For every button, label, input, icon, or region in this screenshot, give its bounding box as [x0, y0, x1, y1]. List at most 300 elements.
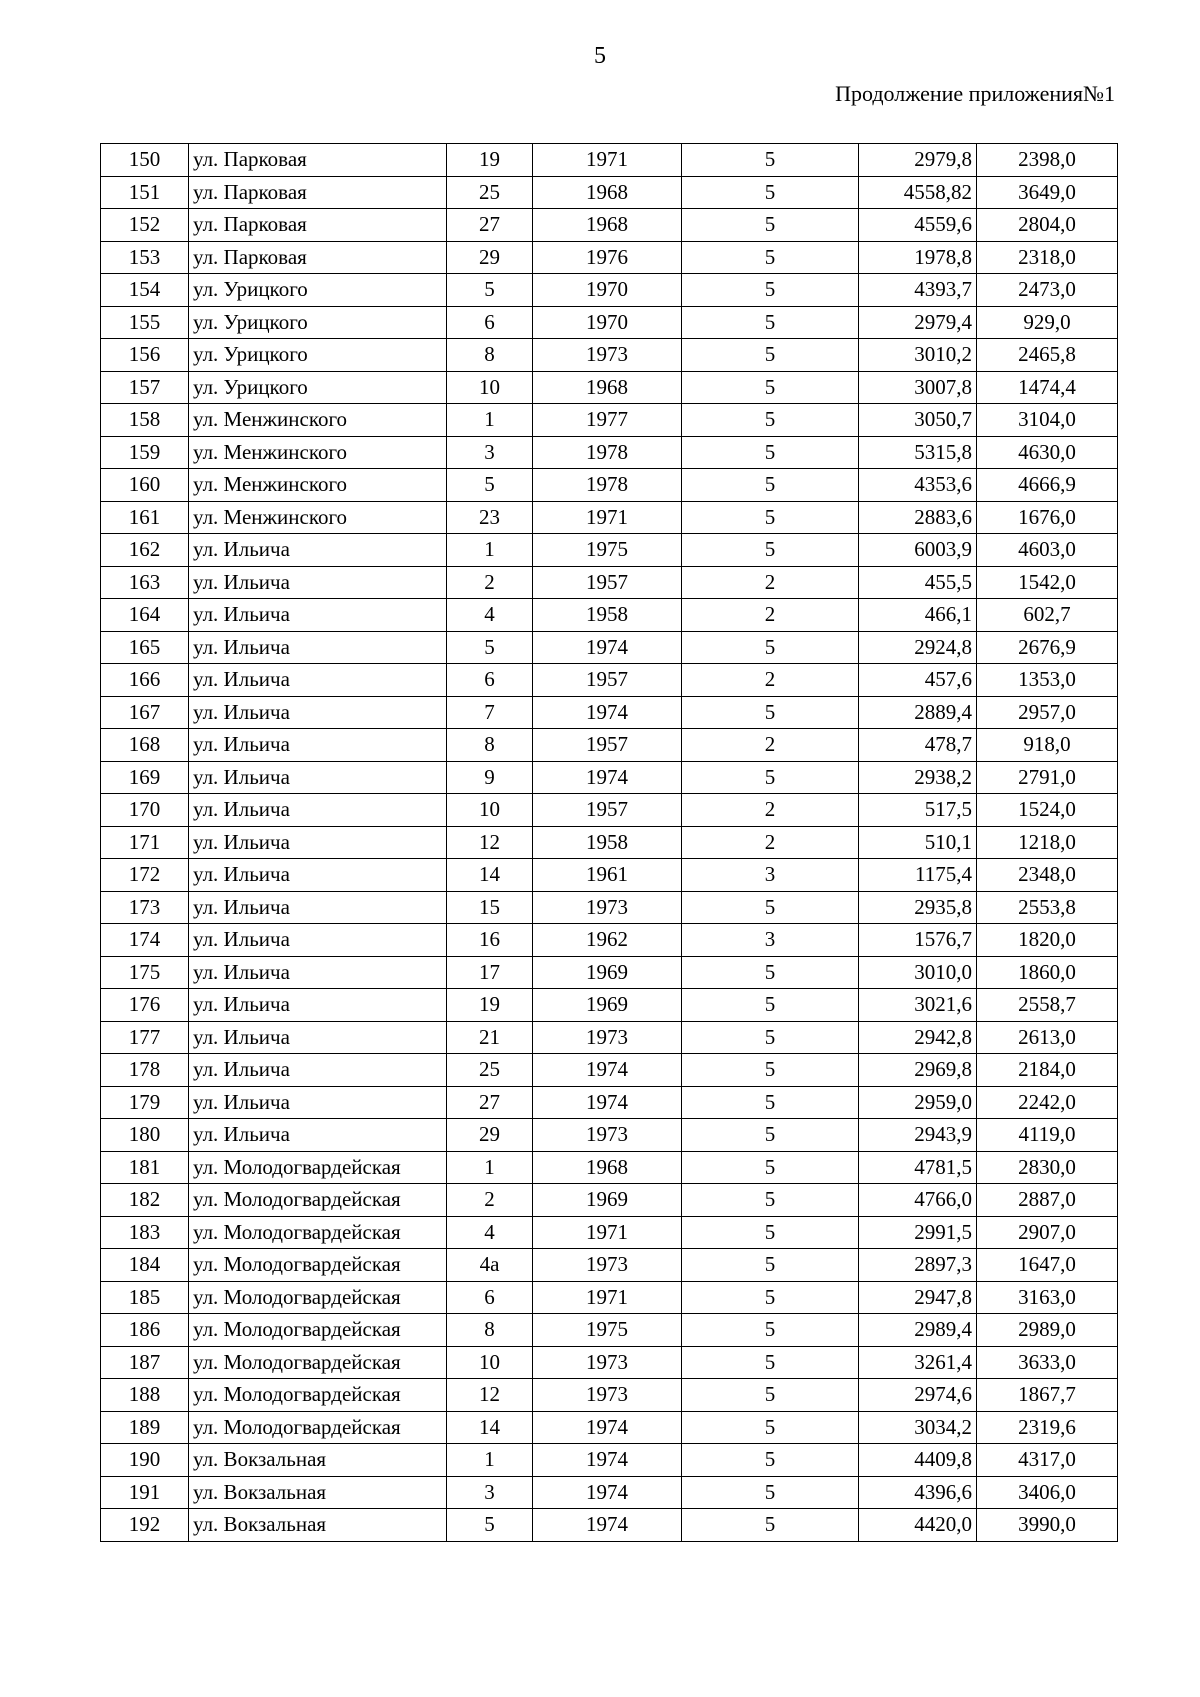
street-cell: ул. Ильича: [189, 566, 447, 599]
total-area-cell: 2947,8: [859, 1281, 977, 1314]
floors-cell: 5: [682, 534, 859, 567]
year-built-cell: 1957: [533, 794, 682, 827]
row-number-cell: 168: [101, 729, 189, 762]
total-area-cell: 2897,3: [859, 1249, 977, 1282]
year-built-cell: 1974: [533, 1509, 682, 1542]
house-number-cell: 29: [447, 1119, 533, 1152]
row-number-cell: 188: [101, 1379, 189, 1412]
second-area-cell: 4603,0: [977, 534, 1118, 567]
row-number-cell: 161: [101, 501, 189, 534]
total-area-cell: 517,5: [859, 794, 977, 827]
row-number-cell: 159: [101, 436, 189, 469]
total-area-cell: 3021,6: [859, 989, 977, 1022]
year-built-cell: 1968: [533, 176, 682, 209]
total-area-cell: 3261,4: [859, 1346, 977, 1379]
total-area-cell: 4766,0: [859, 1184, 977, 1217]
table-row: [101, 1509, 1118, 1542]
row-number-cell: 187: [101, 1346, 189, 1379]
floors-cell: 5: [682, 1314, 859, 1347]
house-number-cell: 14: [447, 859, 533, 892]
table-row: [101, 1249, 1118, 1282]
table-row: [101, 826, 1118, 859]
street-cell: ул. Ильича: [189, 729, 447, 762]
table-row: [101, 1411, 1118, 1444]
table-row: [101, 241, 1118, 274]
second-area-cell: 2242,0: [977, 1086, 1118, 1119]
table-row: [101, 501, 1118, 534]
floors-cell: 2: [682, 794, 859, 827]
table-row: [101, 306, 1118, 339]
year-built-cell: 1978: [533, 436, 682, 469]
floors-cell: 5: [682, 404, 859, 437]
floors-cell: 5: [682, 1411, 859, 1444]
floors-cell: 5: [682, 469, 859, 502]
floors-cell: 2: [682, 664, 859, 697]
total-area-cell: 4409,8: [859, 1444, 977, 1477]
total-area-cell: 2942,8: [859, 1021, 977, 1054]
total-area-cell: 3010,0: [859, 956, 977, 989]
page-number: 5: [594, 43, 606, 69]
house-number-cell: 5: [447, 274, 533, 307]
floors-cell: 3: [682, 859, 859, 892]
table-row: [101, 1086, 1118, 1119]
table-row: [101, 859, 1118, 892]
house-number-cell: 16: [447, 924, 533, 957]
street-cell: ул. Ильича: [189, 859, 447, 892]
table-row: [101, 924, 1118, 957]
total-area-cell: 2974,6: [859, 1379, 977, 1412]
street-cell: ул. Ильича: [189, 599, 447, 632]
street-cell: ул. Урицкого: [189, 339, 447, 372]
year-built-cell: 1958: [533, 826, 682, 859]
table-row: [101, 761, 1118, 794]
street-cell: ул. Ильича: [189, 891, 447, 924]
street-cell: ул. Ильича: [189, 631, 447, 664]
street-cell: ул. Парковая: [189, 176, 447, 209]
row-number-cell: 162: [101, 534, 189, 567]
street-cell: ул. Ильича: [189, 696, 447, 729]
year-built-cell: 1957: [533, 664, 682, 697]
year-built-cell: 1978: [533, 469, 682, 502]
house-number-cell: 2: [447, 1184, 533, 1217]
table-row: [101, 989, 1118, 1022]
floors-cell: 3: [682, 924, 859, 957]
row-number-cell: 171: [101, 826, 189, 859]
row-number-cell: 150: [101, 144, 189, 177]
total-area-cell: 4558,82: [859, 176, 977, 209]
row-number-cell: 176: [101, 989, 189, 1022]
house-number-cell: 19: [447, 989, 533, 1022]
year-built-cell: 1973: [533, 891, 682, 924]
second-area-cell: 1474,4: [977, 371, 1118, 404]
house-number-cell: 12: [447, 1379, 533, 1412]
house-number-cell: 12: [447, 826, 533, 859]
year-built-cell: 1973: [533, 1021, 682, 1054]
house-number-cell: 15: [447, 891, 533, 924]
table-row: [101, 1216, 1118, 1249]
house-number-cell: 6: [447, 1281, 533, 1314]
year-built-cell: 1974: [533, 1444, 682, 1477]
house-number-cell: 4: [447, 599, 533, 632]
house-number-cell: 23: [447, 501, 533, 534]
second-area-cell: 3406,0: [977, 1476, 1118, 1509]
house-number-cell: 27: [447, 1086, 533, 1119]
floors-cell: 2: [682, 826, 859, 859]
second-area-cell: 929,0: [977, 306, 1118, 339]
total-area-cell: 1175,4: [859, 859, 977, 892]
table-row: [101, 631, 1118, 664]
house-number-cell: 17: [447, 956, 533, 989]
street-cell: ул. Ильича: [189, 924, 447, 957]
row-number-cell: 173: [101, 891, 189, 924]
row-number-cell: 154: [101, 274, 189, 307]
house-number-cell: 3: [447, 436, 533, 469]
table-row: [101, 1119, 1118, 1152]
year-built-cell: 1968: [533, 209, 682, 242]
table-row: [101, 1444, 1118, 1477]
continuation-heading: Продолжение приложения№1: [835, 81, 1115, 106]
street-cell: ул. Парковая: [189, 144, 447, 177]
table-row: [101, 534, 1118, 567]
row-number-cell: 177: [101, 1021, 189, 1054]
floors-cell: 5: [682, 1476, 859, 1509]
row-number-cell: 185: [101, 1281, 189, 1314]
total-area-cell: 2938,2: [859, 761, 977, 794]
second-area-cell: 2465,8: [977, 339, 1118, 372]
row-number-cell: 189: [101, 1411, 189, 1444]
house-number-cell: 2: [447, 566, 533, 599]
total-area-cell: 4420,0: [859, 1509, 977, 1542]
second-area-cell: 2319,6: [977, 1411, 1118, 1444]
second-area-cell: 1542,0: [977, 566, 1118, 599]
row-number-cell: 169: [101, 761, 189, 794]
floors-cell: 5: [682, 989, 859, 1022]
house-number-cell: 21: [447, 1021, 533, 1054]
floors-cell: 5: [682, 1444, 859, 1477]
row-number-cell: 190: [101, 1444, 189, 1477]
second-area-cell: 1218,0: [977, 826, 1118, 859]
second-area-cell: 3649,0: [977, 176, 1118, 209]
row-number-cell: 182: [101, 1184, 189, 1217]
year-built-cell: 1958: [533, 599, 682, 632]
second-area-cell: 2676,9: [977, 631, 1118, 664]
table-row: [101, 1476, 1118, 1509]
house-number-cell: 25: [447, 1054, 533, 1087]
second-area-cell: 2318,0: [977, 241, 1118, 274]
floors-cell: 5: [682, 501, 859, 534]
street-cell: ул. Вокзальная: [189, 1509, 447, 1542]
total-area-cell: 4393,7: [859, 274, 977, 307]
house-number-cell: 27: [447, 209, 533, 242]
total-area-cell: 3050,7: [859, 404, 977, 437]
house-number-cell: 14: [447, 1411, 533, 1444]
house-number-cell: 10: [447, 371, 533, 404]
floors-cell: 5: [682, 1119, 859, 1152]
table-row: [101, 209, 1118, 242]
total-area-cell: 3010,2: [859, 339, 977, 372]
year-built-cell: 1957: [533, 566, 682, 599]
street-cell: ул. Урицкого: [189, 274, 447, 307]
floors-cell: 5: [682, 696, 859, 729]
year-built-cell: 1969: [533, 1184, 682, 1217]
house-number-cell: 10: [447, 1346, 533, 1379]
total-area-cell: 455,5: [859, 566, 977, 599]
year-built-cell: 1977: [533, 404, 682, 437]
row-number-cell: 183: [101, 1216, 189, 1249]
total-area-cell: 4781,5: [859, 1151, 977, 1184]
house-number-cell: 8: [447, 729, 533, 762]
table-row: [101, 1054, 1118, 1087]
table-row: [101, 339, 1118, 372]
year-built-cell: 1973: [533, 1379, 682, 1412]
second-area-cell: 1647,0: [977, 1249, 1118, 1282]
second-area-cell: 3633,0: [977, 1346, 1118, 1379]
total-area-cell: 510,1: [859, 826, 977, 859]
row-number-cell: 163: [101, 566, 189, 599]
second-area-cell: 2613,0: [977, 1021, 1118, 1054]
total-area-cell: 2969,8: [859, 1054, 977, 1087]
table-row: [101, 566, 1118, 599]
floors-cell: 5: [682, 761, 859, 794]
floors-cell: 5: [682, 1281, 859, 1314]
street-cell: ул. Молодогвардейская: [189, 1346, 447, 1379]
floors-cell: 5: [682, 1509, 859, 1542]
house-number-cell: 19: [447, 144, 533, 177]
row-number-cell: 170: [101, 794, 189, 827]
total-area-cell: 1978,8: [859, 241, 977, 274]
table-row: [101, 1281, 1118, 1314]
table-row: [101, 1184, 1118, 1217]
total-area-cell: 5315,8: [859, 436, 977, 469]
total-area-cell: 2924,8: [859, 631, 977, 664]
floors-cell: 5: [682, 209, 859, 242]
table-row: [101, 1346, 1118, 1379]
total-area-cell: 478,7: [859, 729, 977, 762]
table-row: [101, 469, 1118, 502]
second-area-cell: 1867,7: [977, 1379, 1118, 1412]
second-area-cell: 918,0: [977, 729, 1118, 762]
row-number-cell: 180: [101, 1119, 189, 1152]
total-area-cell: 466,1: [859, 599, 977, 632]
street-cell: ул. Парковая: [189, 241, 447, 274]
table-body: [101, 144, 1118, 1542]
house-number-cell: 25: [447, 176, 533, 209]
year-built-cell: 1974: [533, 1411, 682, 1444]
year-built-cell: 1971: [533, 1216, 682, 1249]
house-number-cell: 8: [447, 339, 533, 372]
street-cell: ул. Молодогвардейская: [189, 1151, 447, 1184]
street-cell: ул. Урицкого: [189, 371, 447, 404]
second-area-cell: 2398,0: [977, 144, 1118, 177]
row-number-cell: 155: [101, 306, 189, 339]
second-area-cell: 2957,0: [977, 696, 1118, 729]
street-cell: ул. Менжинского: [189, 404, 447, 437]
second-area-cell: 2473,0: [977, 274, 1118, 307]
floors-cell: 2: [682, 566, 859, 599]
second-area-cell: 3104,0: [977, 404, 1118, 437]
street-cell: ул. Ильича: [189, 1086, 447, 1119]
total-area-cell: 4353,6: [859, 469, 977, 502]
row-number-cell: 175: [101, 956, 189, 989]
table-row: [101, 1379, 1118, 1412]
year-built-cell: 1974: [533, 1476, 682, 1509]
row-number-cell: 166: [101, 664, 189, 697]
street-cell: ул. Парковая: [189, 209, 447, 242]
house-number-cell: 1: [447, 1151, 533, 1184]
total-area-cell: 4559,6: [859, 209, 977, 242]
street-cell: ул. Ильича: [189, 826, 447, 859]
total-area-cell: 2943,9: [859, 1119, 977, 1152]
table-row: [101, 274, 1118, 307]
second-area-cell: 1860,0: [977, 956, 1118, 989]
table-row: [101, 599, 1118, 632]
table-row: [101, 404, 1118, 437]
street-cell: ул. Ильича: [189, 761, 447, 794]
total-area-cell: 2889,4: [859, 696, 977, 729]
street-cell: ул. Вокзальная: [189, 1476, 447, 1509]
street-cell: ул. Молодогвардейская: [189, 1411, 447, 1444]
row-number-cell: 186: [101, 1314, 189, 1347]
year-built-cell: 1974: [533, 631, 682, 664]
year-built-cell: 1973: [533, 1119, 682, 1152]
second-area-cell: 3990,0: [977, 1509, 1118, 1542]
street-cell: ул. Ильича: [189, 956, 447, 989]
house-number-cell: 3: [447, 1476, 533, 1509]
year-built-cell: 1961: [533, 859, 682, 892]
row-number-cell: 156: [101, 339, 189, 372]
table-row: [101, 891, 1118, 924]
street-cell: ул. Молодогвардейская: [189, 1281, 447, 1314]
house-number-cell: 29: [447, 241, 533, 274]
table-row: [101, 1314, 1118, 1347]
second-area-cell: 2348,0: [977, 859, 1118, 892]
floors-cell: 5: [682, 1151, 859, 1184]
row-number-cell: 151: [101, 176, 189, 209]
street-cell: ул. Ильича: [189, 989, 447, 1022]
floors-cell: 5: [682, 339, 859, 372]
floors-cell: 5: [682, 1021, 859, 1054]
row-number-cell: 167: [101, 696, 189, 729]
house-number-cell: 9: [447, 761, 533, 794]
second-area-cell: 4630,0: [977, 436, 1118, 469]
row-number-cell: 164: [101, 599, 189, 632]
row-number-cell: 192: [101, 1509, 189, 1542]
row-number-cell: 179: [101, 1086, 189, 1119]
second-area-cell: 1820,0: [977, 924, 1118, 957]
row-number-cell: 174: [101, 924, 189, 957]
street-cell: ул. Ильича: [189, 664, 447, 697]
street-cell: ул. Менжинского: [189, 436, 447, 469]
total-area-cell: 2935,8: [859, 891, 977, 924]
second-area-cell: 2830,0: [977, 1151, 1118, 1184]
table-row: [101, 794, 1118, 827]
total-area-cell: 3034,2: [859, 1411, 977, 1444]
year-built-cell: 1969: [533, 956, 682, 989]
year-built-cell: 1973: [533, 339, 682, 372]
street-cell: ул. Урицкого: [189, 306, 447, 339]
street-cell: ул. Молодогвардейская: [189, 1249, 447, 1282]
total-area-cell: 2959,0: [859, 1086, 977, 1119]
floors-cell: 5: [682, 1184, 859, 1217]
second-area-cell: 4317,0: [977, 1444, 1118, 1477]
floors-cell: 5: [682, 371, 859, 404]
floors-cell: 2: [682, 729, 859, 762]
second-area-cell: 2989,0: [977, 1314, 1118, 1347]
year-built-cell: 1970: [533, 306, 682, 339]
second-area-cell: 4666,9: [977, 469, 1118, 502]
row-number-cell: 152: [101, 209, 189, 242]
house-number-cell: 6: [447, 664, 533, 697]
street-cell: ул. Молодогвардейская: [189, 1216, 447, 1249]
year-built-cell: 1957: [533, 729, 682, 762]
total-area-cell: 2989,4: [859, 1314, 977, 1347]
housing-registry-table: [100, 143, 1118, 1542]
floors-cell: 5: [682, 241, 859, 274]
street-cell: ул. Ильича: [189, 1054, 447, 1087]
total-area-cell: 457,6: [859, 664, 977, 697]
year-built-cell: 1968: [533, 371, 682, 404]
second-area-cell: 1353,0: [977, 664, 1118, 697]
year-built-cell: 1971: [533, 144, 682, 177]
floors-cell: 5: [682, 1346, 859, 1379]
street-cell: ул. Вокзальная: [189, 1444, 447, 1477]
street-cell: ул. Молодогвардейская: [189, 1184, 447, 1217]
second-area-cell: 4119,0: [977, 1119, 1118, 1152]
table-row: [101, 371, 1118, 404]
row-number-cell: 191: [101, 1476, 189, 1509]
table-row: [101, 1151, 1118, 1184]
floors-cell: 5: [682, 1054, 859, 1087]
year-built-cell: 1973: [533, 1346, 682, 1379]
second-area-cell: 1676,0: [977, 501, 1118, 534]
street-cell: ул. Ильича: [189, 534, 447, 567]
total-area-cell: 2991,5: [859, 1216, 977, 1249]
table-row: [101, 729, 1118, 762]
row-number-cell: 158: [101, 404, 189, 437]
total-area-cell: 4396,6: [859, 1476, 977, 1509]
second-area-cell: 1524,0: [977, 794, 1118, 827]
year-built-cell: 1976: [533, 241, 682, 274]
row-number-cell: 157: [101, 371, 189, 404]
house-number-cell: 1: [447, 404, 533, 437]
floors-cell: 5: [682, 956, 859, 989]
total-area-cell: 6003,9: [859, 534, 977, 567]
year-built-cell: 1969: [533, 989, 682, 1022]
floors-cell: 5: [682, 176, 859, 209]
second-area-cell: 2887,0: [977, 1184, 1118, 1217]
second-area-cell: 2907,0: [977, 1216, 1118, 1249]
house-number-cell: 1: [447, 534, 533, 567]
table-row: [101, 664, 1118, 697]
year-built-cell: 1962: [533, 924, 682, 957]
year-built-cell: 1970: [533, 274, 682, 307]
table-row: [101, 176, 1118, 209]
house-number-cell: 10: [447, 794, 533, 827]
house-number-cell: 4а: [447, 1249, 533, 1282]
table-row: [101, 696, 1118, 729]
floors-cell: 5: [682, 436, 859, 469]
year-built-cell: 1968: [533, 1151, 682, 1184]
row-number-cell: 160: [101, 469, 189, 502]
house-number-cell: 5: [447, 1509, 533, 1542]
street-cell: ул. Ильича: [189, 1119, 447, 1152]
street-cell: ул. Менжинского: [189, 469, 447, 502]
house-number-cell: 4: [447, 1216, 533, 1249]
floors-cell: 2: [682, 599, 859, 632]
table-row: [101, 144, 1118, 177]
row-number-cell: 181: [101, 1151, 189, 1184]
total-area-cell: 2979,8: [859, 144, 977, 177]
